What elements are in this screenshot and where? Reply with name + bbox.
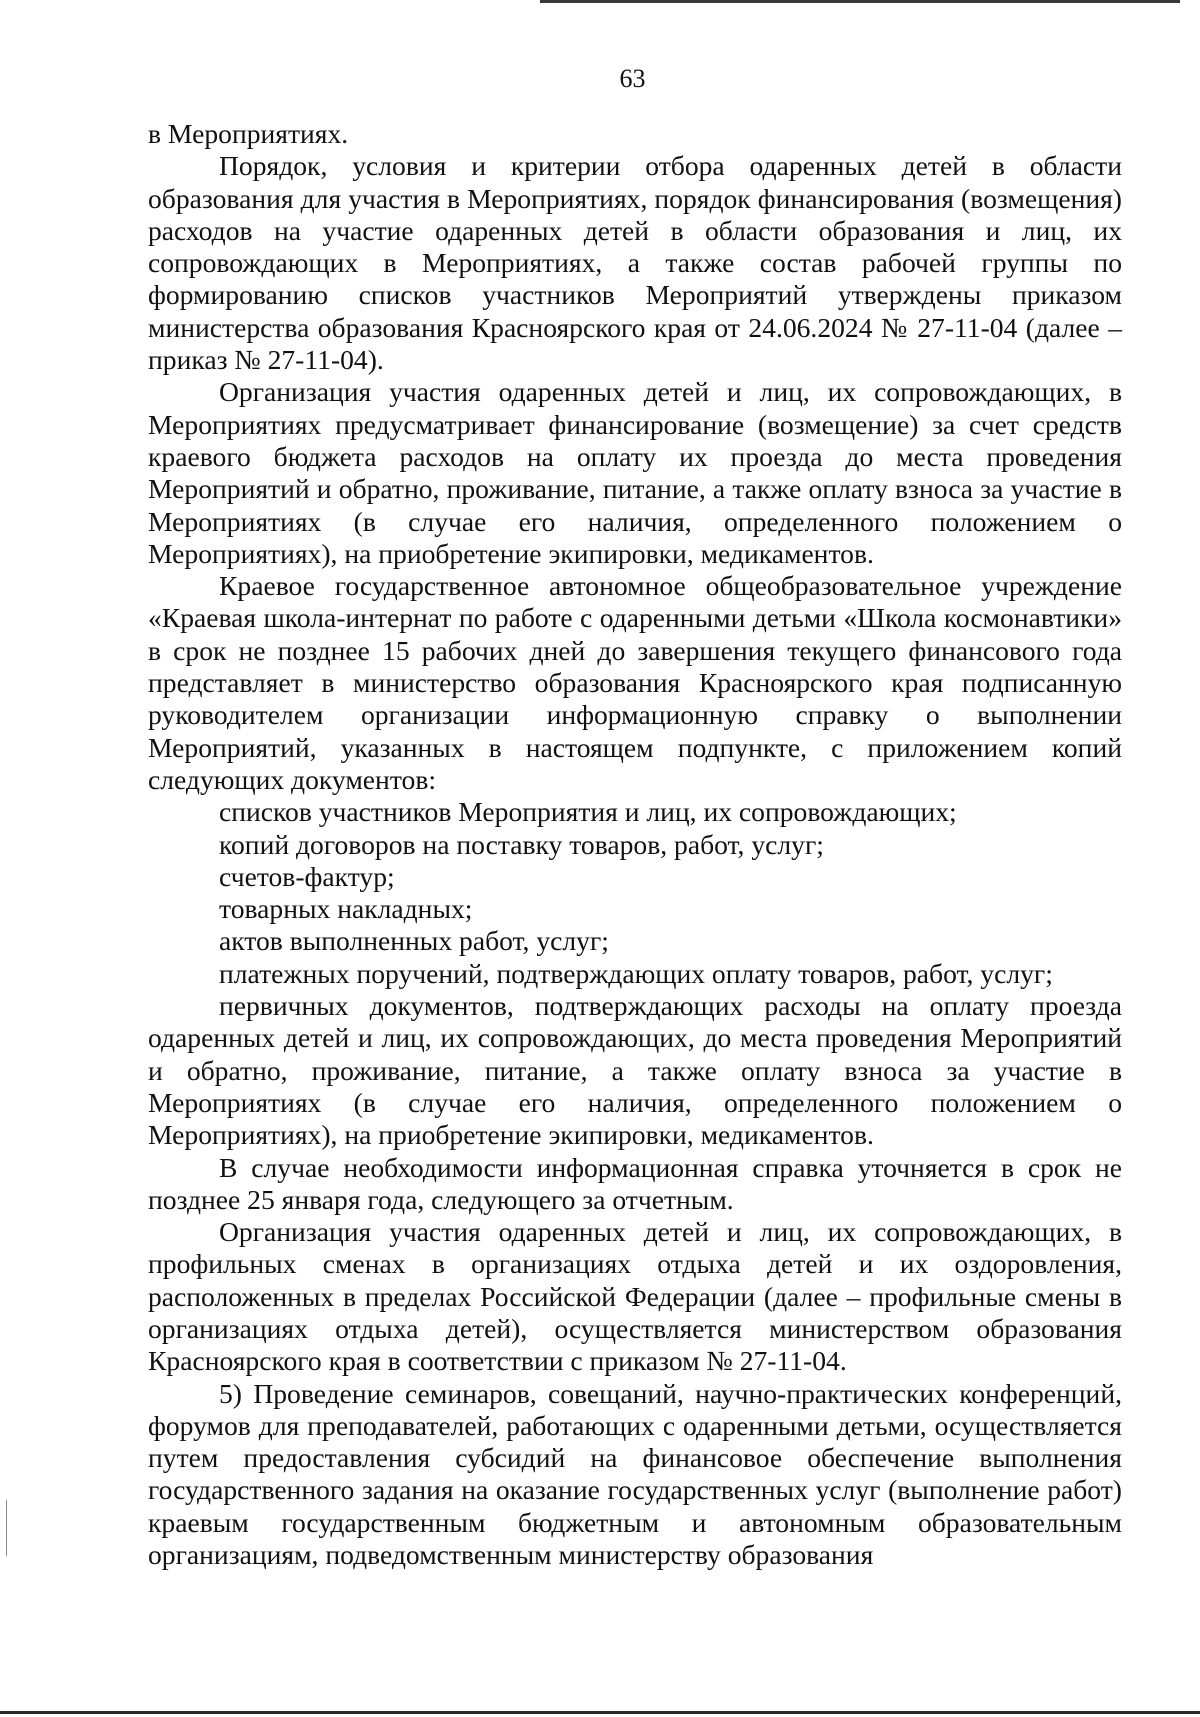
list-item: товарных накладных;: [219, 893, 473, 925]
document-body: [148, 118, 1122, 1571]
list-item: актов выполненных работ, услуг;: [219, 925, 609, 957]
paragraph: Организация участия одаренных детей и лиц, их сопровождающих, в Мероприятиях предусматривает финансирование (возмещение) за счет средств краевого бюджета расходов на оплату их проезда до места проведения Мероприятий и обратно, проживание, питание, а также оплату взноса за участие в Мероприятиях (в случае его наличия, определенного положением о Мероприятиях), на приобретение экипировки, медикаментов.: [148, 376, 1122, 569]
scan-edge-left: [6, 1500, 7, 1556]
paragraph: Порядок, условия и критерии отбора одаренных детей в области образования для участия в Мероприятиях, порядок финансирования (возмещения) расходов на участие одаренных детей в области образования и лиц, их сопровождающих в Мероприятиях, а также состав рабочей группы по формированию списков участников Мероприятий утверждены приказом министерства образования Красноярского края от 24.06.2024 № 27-11-04 (далее – приказ № 27-11-04).: [148, 150, 1122, 376]
paragraph: Организация участия одаренных детей и лиц, их сопровождающих, в профильных сменах в организациях отдыха детей и их оздоровления, расположенных в пределах Российской Федерации (далее – профильные смены в организациях отдыха детей), осуществляется министерством образования Красноярского края в соответствии с приказом № 27-11-04.: [148, 1216, 1122, 1377]
paragraph: в Мероприятиях.: [148, 118, 349, 149]
list-item: счетов-фактур;: [219, 860, 395, 892]
page-number: 63: [619, 64, 646, 93]
paragraph: 5) Проведение семинаров, совещаний, научно-практических конференций, форумов для преподавателей, работающих с одаренными детьми, осуществляется путем предоставления субсидий на финансовое обеспечение выполнения государственного задания на оказание государственных услуг (выполнение работ) краевым государственным бюджетным и автономным образовательным организациям, подведомственным министерству образования: [148, 1377, 1122, 1571]
paragraph: Краевое государственное автономное общеобразовательное учреждение «Краевая школа-интернат по работе с одаренными детьми «Школа космонавтики» в срок не позднее 15 рабочих дней до завершения текущего финансового года представляет в министерство образования Красноярского края подписанную руководителем организации информационную справку о выполнении Мероприятий, указанных в настоящем подпункте, с приложением копий следующих документов:: [148, 570, 1122, 795]
scan-edge-top: [540, 0, 1180, 3]
paragraph: В случае необходимости информационная справка уточняется в срок не позднее 25 января года, следующего за отчетным.: [148, 1151, 1122, 1215]
list-item: платежных поручений, подтверждающих оплату товаров, работ, услуг;: [219, 957, 1053, 989]
list-item: списков участников Мероприятия и лиц, их сопровождающих;: [219, 796, 957, 828]
list-item: копий договоров на поставку товаров, работ, услуг;: [219, 828, 824, 860]
paragraph: первичных документов, подтверждающих расходы на оплату проезда одаренных детей и лиц, их сопровождающих, до места проведения Мероприятий и обратно, проживание, питание, а также оплату взноса за участие в Мероприятиях (в случае его наличия, определенного положением о Мероприятиях), на приобретение экипировки, медикаментов.: [148, 990, 1122, 1151]
scan-edge-bottom: [0, 1711, 1200, 1714]
